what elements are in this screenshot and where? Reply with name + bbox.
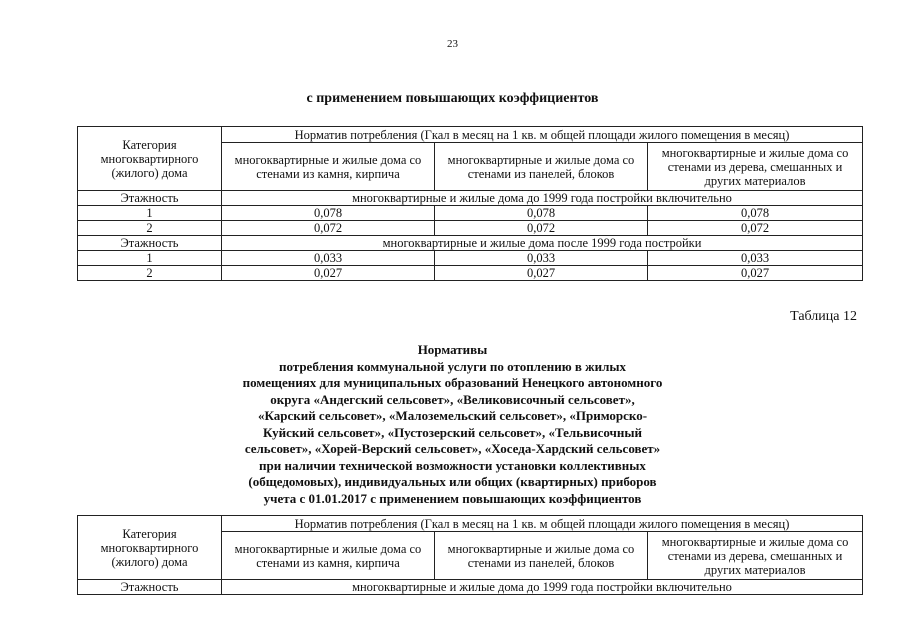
category-header: Категория многоквартирного (жилого) дома (78, 127, 222, 191)
floors-cell: 2 (78, 221, 222, 236)
value-cell: 0,078 (222, 206, 435, 221)
floors-cell: 1 (78, 206, 222, 221)
value-cell: 0,078 (648, 206, 863, 221)
table-row (78, 266, 863, 281)
section-heading: с применением повышающих коэффициентов (306, 91, 599, 106)
table-title (0, 342, 905, 507)
floors-cell: 2 (78, 266, 222, 281)
title-line: помещениях для муниципальных образований Ненецкого автономного (242, 375, 663, 390)
title-line: (общедомовых), индивидуальных или общих (квартирных) приборов (248, 474, 657, 489)
title-line: учета с 01.01.2017 с применением повышающих коэффициентов (263, 490, 642, 506)
section-label: многоквартирные и жилые дома до 1999 года постройки включительно (222, 580, 863, 595)
category-header: Категория многоквартирного (жилого) дома (78, 516, 222, 580)
col-header-stone: многоквартирные и жилые дома со стенами из камня, кирпича (222, 532, 435, 580)
value-cell: 0,072 (222, 221, 435, 236)
col-header-wood: многоквартирные и жилые дома со стенами из дерева, смешанных и других материалов (648, 532, 863, 580)
col-header-panel: многоквартирные и жилые дома со стенами из панелей, блоков (435, 532, 648, 580)
value-cell: 0,033 (435, 251, 648, 266)
title-line: «Карский сельсовет», «Малоземельский сельсовет», «Приморско- (257, 408, 648, 423)
page-number: 23 (447, 38, 458, 50)
table-row (78, 206, 863, 221)
floors-cell: 1 (78, 251, 222, 266)
floors-label: Этажность (78, 236, 222, 251)
table-label: Таблица 12 (790, 309, 857, 324)
value-cell: 0,072 (648, 221, 863, 236)
section-label: многоквартирные и жилые дома до 1999 года постройки включительно (222, 191, 863, 206)
title-line: при наличии технической возможности установки коллективных (259, 457, 646, 473)
title-line: Куйский сельсовет», «Пустозерский сельсовет», «Тельвисочный (263, 424, 642, 440)
value-cell: 0,027 (435, 266, 648, 281)
col-header-stone: многоквартирные и жилые дома со стенами из камня, кирпича (222, 143, 435, 191)
floors-label: Этажность (78, 191, 222, 206)
value-cell: 0,027 (648, 266, 863, 281)
table-row (78, 221, 863, 236)
title-line: потребления коммунальной услуги по отоплению в жилых (278, 358, 627, 374)
norm-header: Норматив потребления (Гкал в месяц на 1 кв. м общей площади жилого помещения в месяц) (222, 127, 863, 143)
col-header-panel: многоквартирные и жилые дома со стенами из панелей, блоков (435, 143, 648, 191)
table-row (78, 251, 863, 266)
norm-header: Норматив потребления (Гкал в месяц на 1 кв. м общей площади жилого помещения в месяц) (222, 516, 863, 532)
value-cell: 0,033 (648, 251, 863, 266)
value-cell: 0,072 (435, 221, 648, 236)
floors-label: Этажность (78, 580, 222, 595)
title-line: сельсовет», «Хорей-Верский сельсовет», «Хоседа-Хардский сельсовет» (244, 441, 661, 456)
section-label: многоквартирные и жилые дома после 1999 года постройки (222, 236, 863, 251)
norm-table-11 (77, 126, 863, 281)
value-cell: 0,033 (222, 251, 435, 266)
title-line: округа «Андегский сельсовет», «Великовисочный сельсовет», (270, 391, 635, 407)
norm-table-12 (77, 515, 863, 595)
title-line: Нормативы (417, 342, 488, 357)
value-cell: 0,027 (222, 266, 435, 281)
value-cell: 0,078 (435, 206, 648, 221)
col-header-wood: многоквартирные и жилые дома со стенами из дерева, смешанных и других материалов (648, 143, 863, 191)
